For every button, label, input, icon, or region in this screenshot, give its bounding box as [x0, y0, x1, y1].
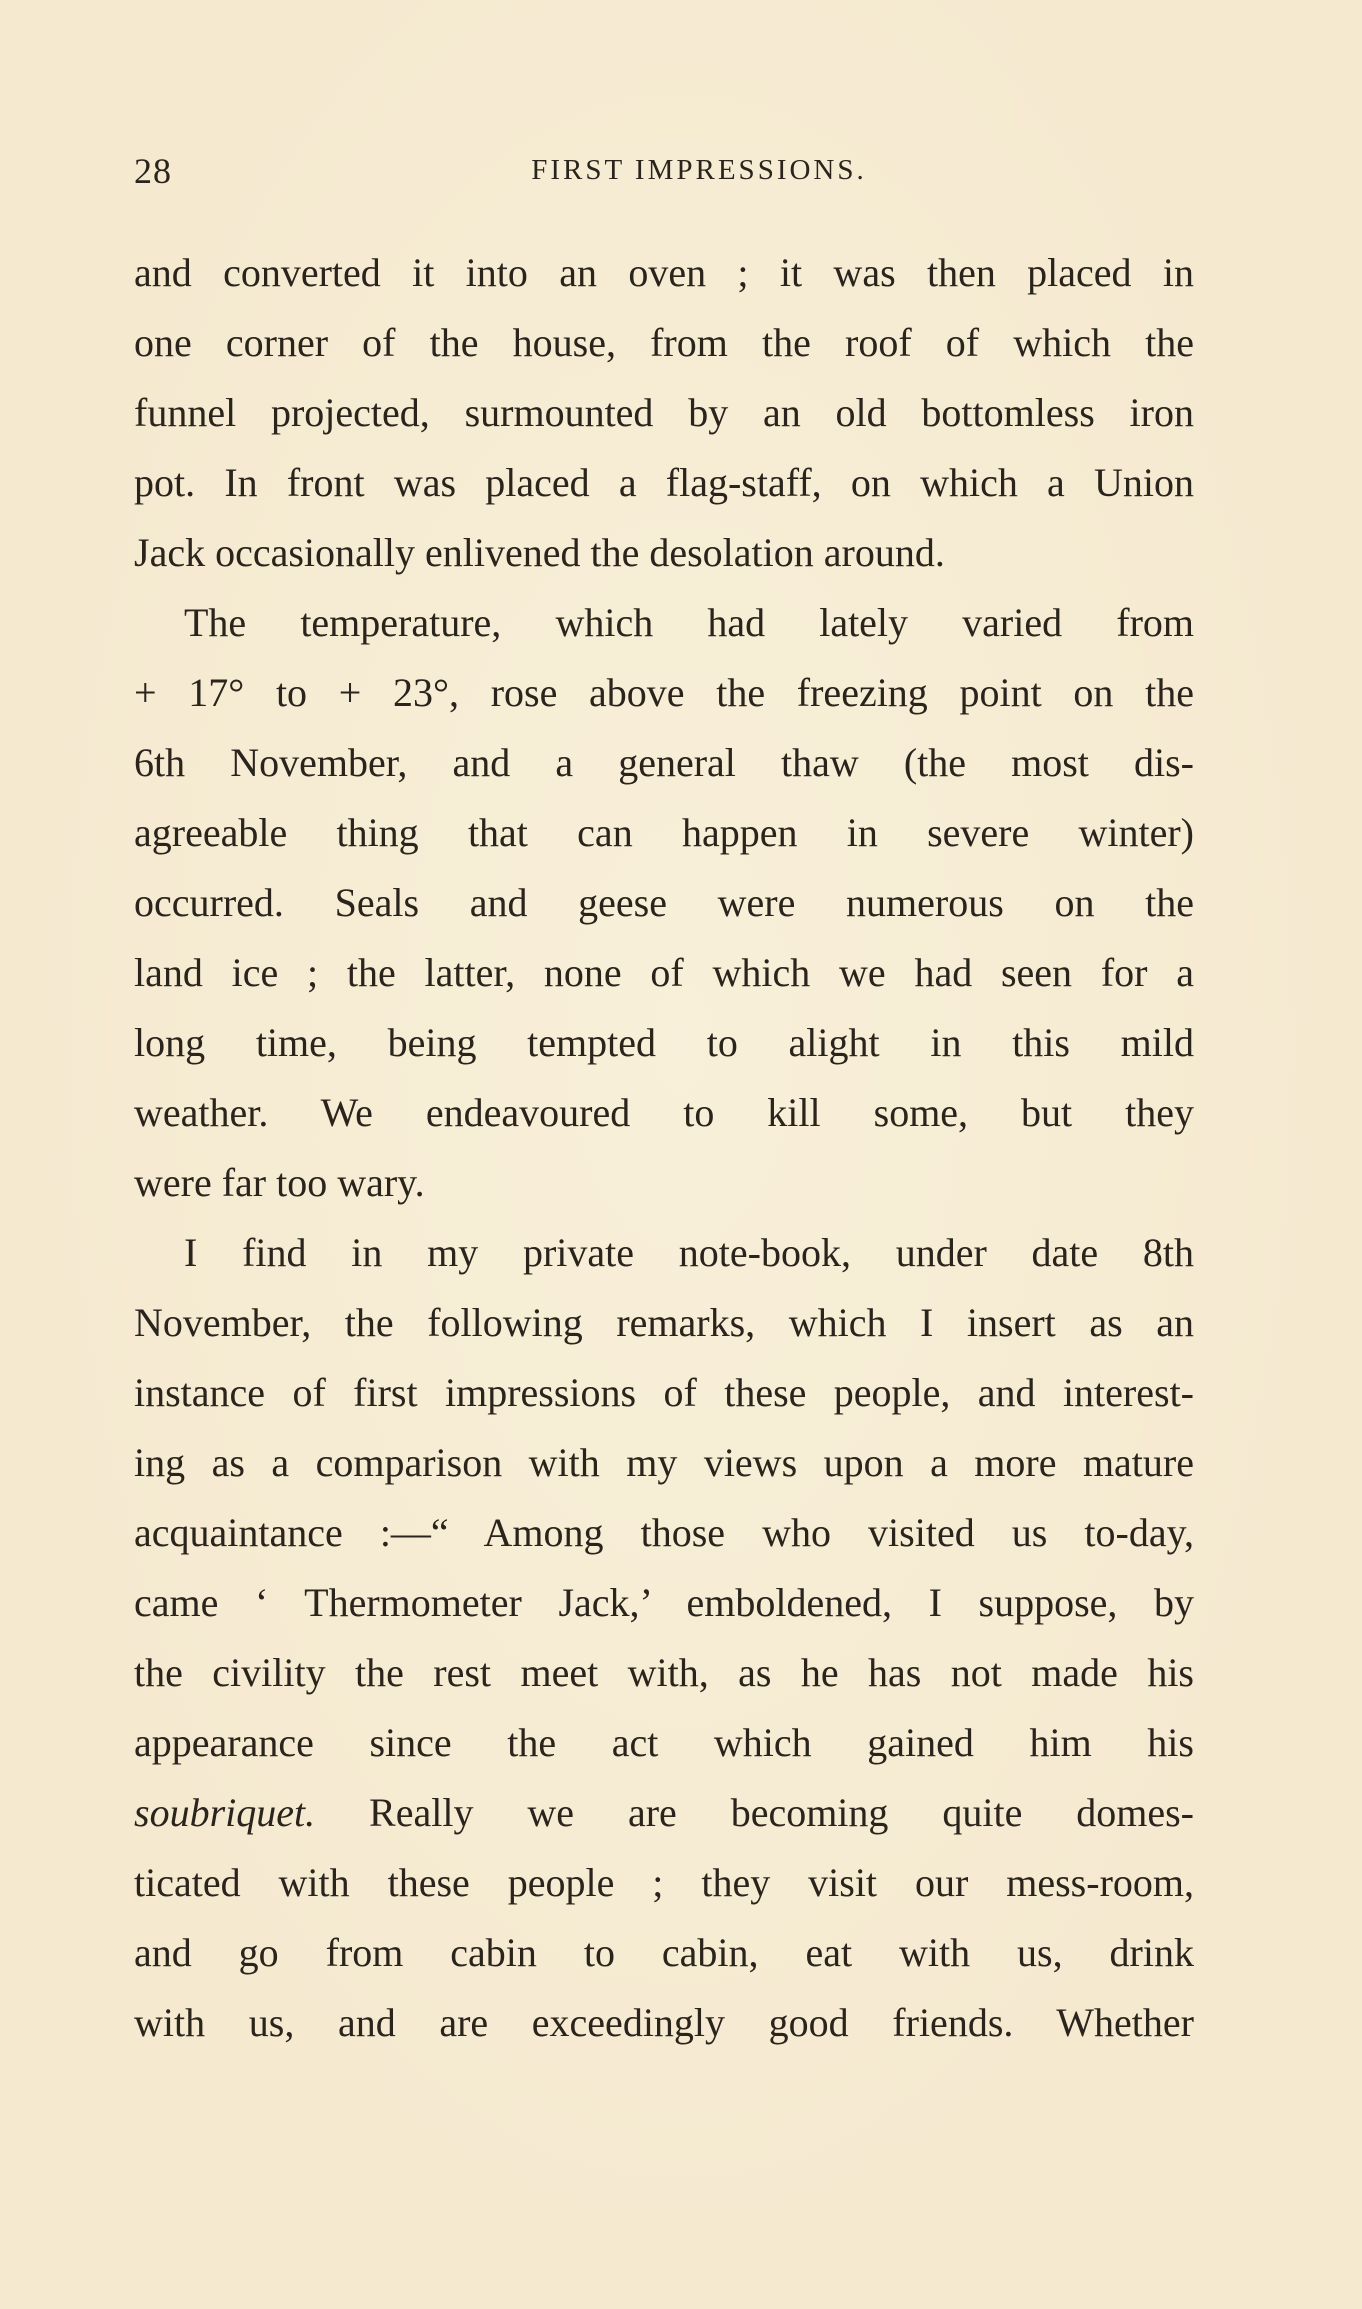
- running-title: FIRST IMPRESSIONS.: [531, 154, 867, 186]
- text-line: land ice ; the latter, none of which we had seen for a: [134, 950, 1194, 995]
- text-line: and go from cabin to cabin, eat with us, drink: [134, 1930, 1194, 1975]
- text-line: ing as a comparison with my views upon a more mature: [134, 1440, 1194, 1485]
- text-line: weather. We endeavoured to kill some, but they: [134, 1090, 1194, 1135]
- text-line: 6th November, and a general thaw (the most dis-: [134, 740, 1194, 785]
- text-line: appearance since the act which gained him his: [134, 1720, 1194, 1765]
- text-line: Jack occasionally enlivened the desolation around.: [134, 530, 945, 575]
- text-line: ticated with these people ; they visit our mess-room,: [134, 1860, 1194, 1905]
- text-line: with us, and are exceedingly good friends. Whether: [134, 2000, 1194, 2045]
- page-number: 28: [134, 151, 172, 191]
- text-line: The temperature, which had lately varied from: [184, 600, 1194, 645]
- italic-word: soubriquet.: [134, 1790, 316, 1835]
- body-text: [134, 238, 1194, 2058]
- text-line: instance of first impressions of these people, and interest-: [134, 1370, 1194, 1415]
- text-line: occurred. Seals and geese were numerous on the: [134, 880, 1194, 925]
- text-line-continuation: Really we are becoming quite domes-: [369, 1790, 1194, 1835]
- text-line: November, the following remarks, which I insert as an: [134, 1300, 1194, 1345]
- text-line: I find in my private note-book, under date 8th: [184, 1230, 1194, 1275]
- text-line: acquaintance :—“ Among those who visited us to-day,: [134, 1510, 1194, 1555]
- text-line: + 17° to + 23°, rose above the freezing point on the: [134, 670, 1194, 715]
- text-line-mixed: [134, 1778, 1194, 1848]
- running-head: [134, 150, 1194, 200]
- text-line: and converted it into an oven ; it was then placed in: [134, 250, 1194, 295]
- text-line: agreeable thing that can happen in severe winter): [134, 810, 1194, 855]
- text-line: came ‘ Thermometer Jack,’ emboldened, I suppose, by: [134, 1580, 1194, 1625]
- text-line: pot. In front was placed a flag-staff, on which a Union: [134, 460, 1194, 505]
- text-line: were far too wary.: [134, 1160, 425, 1205]
- text-line: one corner of the house, from the roof of which the: [134, 320, 1194, 365]
- text-line: the civility the rest meet with, as he has not made his: [134, 1650, 1194, 1695]
- text-line: funnel projected, surmounted by an old bottomless iron: [134, 390, 1194, 435]
- text-line: long time, being tempted to alight in this mild: [134, 1020, 1194, 1065]
